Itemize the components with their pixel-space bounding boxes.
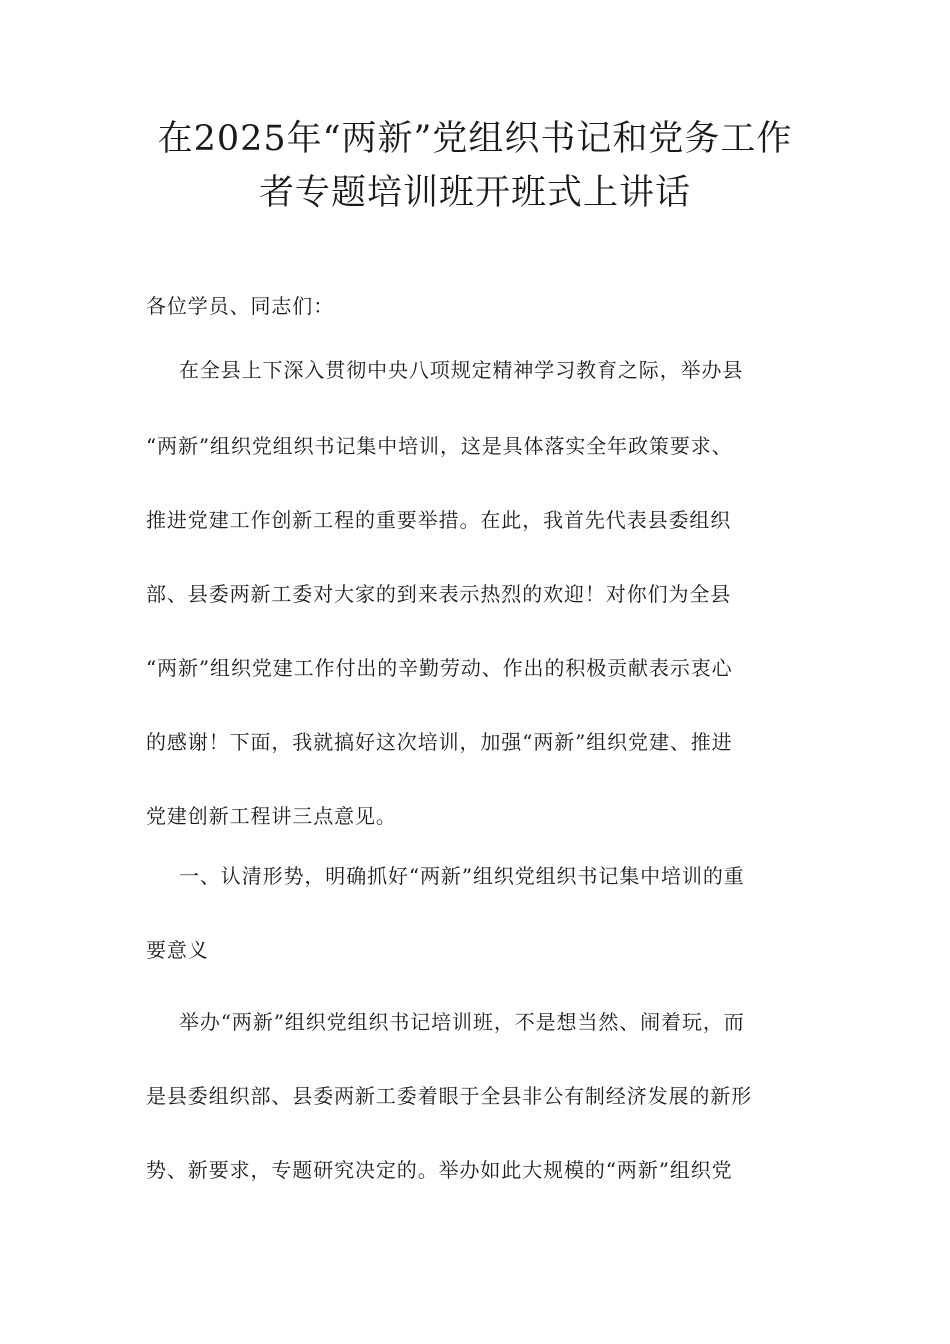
paragraph-line: “两新”组织党建工作付出的辛勤劳动、作出的积极贡献表示衷心 (146, 656, 733, 680)
paragraph-line: 势、新要求，专题研究决定的。举办如此大规模的“两新”组织党 (146, 1158, 733, 1182)
paragraph-line: 举办“两新”组织党组织书记培训班，不是想当然、闹着玩，而 (179, 1010, 745, 1034)
salutation: 各位学员、同志们： (146, 294, 335, 318)
paragraph-line: 党建创新工程讲三点意见。 (146, 804, 397, 828)
section-heading-line: 一、认清形势，明确抓好“两新”组织党组织书记集中培训的重 (179, 864, 745, 888)
paragraph-line: 推进党建工作创新工程的重要举措。在此，我首先代表县委组织 (146, 508, 732, 532)
paragraph-line: 在全县上下深入贯彻中央八项规定精神学习教育之际，举办县 (179, 358, 744, 382)
paragraph-line: “两新”组织党组织书记集中培训，这是具体落实全年政策要求、 (146, 434, 733, 458)
title-line-2: 者专题培训班开班式上讲话 (258, 173, 691, 213)
section-heading-line: 要意义 (146, 938, 209, 962)
document-title (120, 112, 830, 220)
title-line-1: 在2025年“两新”党组织书记和党务工作 (157, 119, 793, 159)
paragraph-line: 部、县委两新工委对大家的到来表示热烈的欢迎！对你们为全县 (146, 582, 732, 606)
paragraph-line: 的感谢！下面，我就搞好这次培训，加强“两新”组织党建、推进 (146, 730, 733, 754)
paragraph-line: 是县委组织部、县委两新工委着眼于全县非公有制经济发展的新形 (146, 1084, 753, 1108)
